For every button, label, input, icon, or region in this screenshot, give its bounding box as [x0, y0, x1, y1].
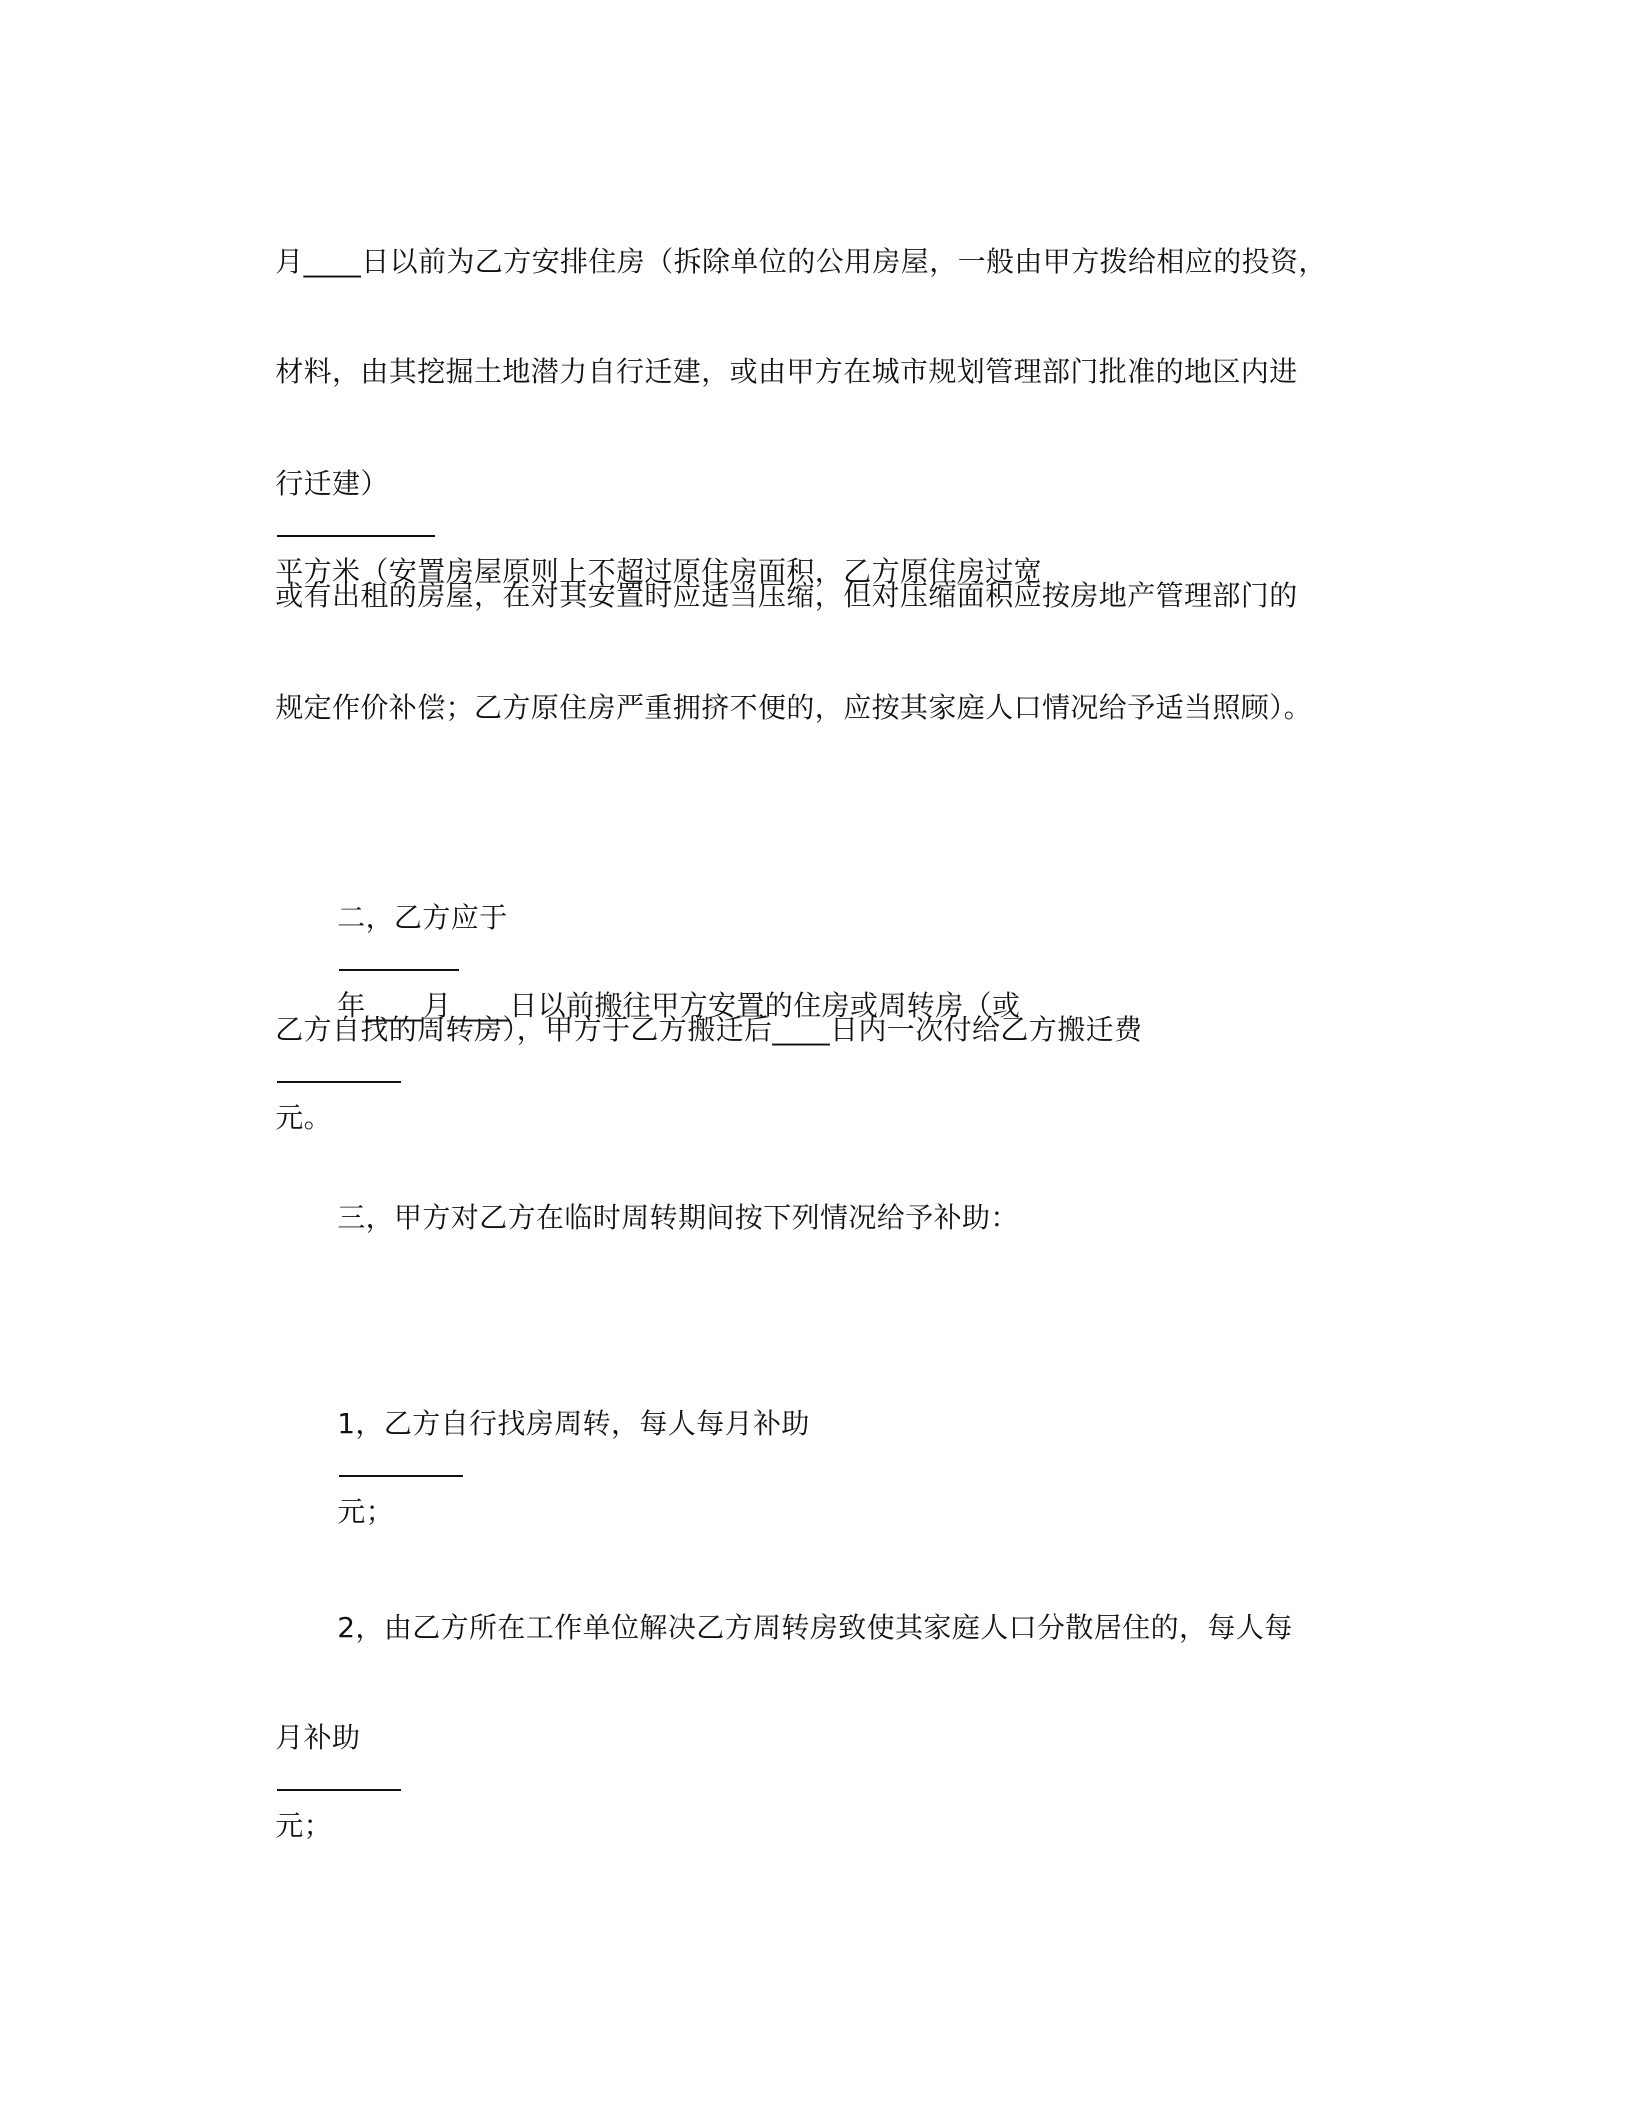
item-2-line-1 — [300, 1562, 1450, 1644]
subsidy-blank-1 — [339, 1449, 463, 1477]
text: 元； — [275, 1809, 333, 1842]
text: 或有出租的房屋，在对其安置时应适当压缩，但对压缩面积应按房地产管理部门的 — [275, 579, 1298, 612]
paragraph-2-line-2 — [238, 964, 1388, 1134]
text: 二，乙方应于 — [337, 901, 508, 934]
text: 材料，由其挖掘土地潜力自行迁建，或由甲方在城市规划管理部门批准的地区内进 — [275, 355, 1298, 388]
text: 月补助 — [275, 1721, 361, 1754]
paragraph-1-line-1 — [238, 196, 1388, 278]
item-1 — [300, 1358, 1450, 1528]
item-2-line-2 — [238, 1672, 1388, 1842]
paragraph-1-line-5 — [238, 642, 1388, 724]
text: 月____日以前为乙方安排住房（拆除单位的公用房屋，一般由甲方拨给相应的投资， — [275, 245, 1327, 278]
text: 乙方自找的周转房），甲方于乙方搬迁后____日内一次付给乙方搬迁费 — [275, 1013, 1143, 1046]
text: 三，甲方对乙方在临时周转期间按下列情况给予补助： — [337, 1201, 1019, 1234]
text: 元； — [337, 1495, 395, 1528]
paragraph-1-line-3 — [238, 418, 1388, 588]
text: 平方米（安置房屋原则上不超过原住房面积，乙方原住房过宽 — [275, 555, 1043, 588]
moving-fee-blank — [277, 1055, 401, 1083]
paragraph-1-line-4 — [238, 530, 1388, 612]
text: 元。 — [275, 1101, 333, 1134]
text: 1，乙方自行找房周转，每人每月补助 — [337, 1407, 810, 1440]
subsidy-blank-2 — [277, 1763, 401, 1791]
paragraph-1-line-2 — [238, 306, 1388, 388]
text: 规定作价补偿；乙方原住房严重拥挤不便的，应按其家庭人口情况给予适当照顾）。 — [275, 691, 1313, 724]
text: 行迁建） — [275, 467, 389, 500]
paragraph-2-line-1 — [300, 852, 1450, 1022]
paragraph-3-line-1 — [300, 1152, 1450, 1234]
text: 2，由乙方所在工作单位解决乙方周转房致使其家庭人口分散居住的，每人每 — [337, 1611, 1293, 1644]
text: 年____月____日以前搬往甲方安置的住房或周转房（或 — [337, 989, 1021, 1022]
